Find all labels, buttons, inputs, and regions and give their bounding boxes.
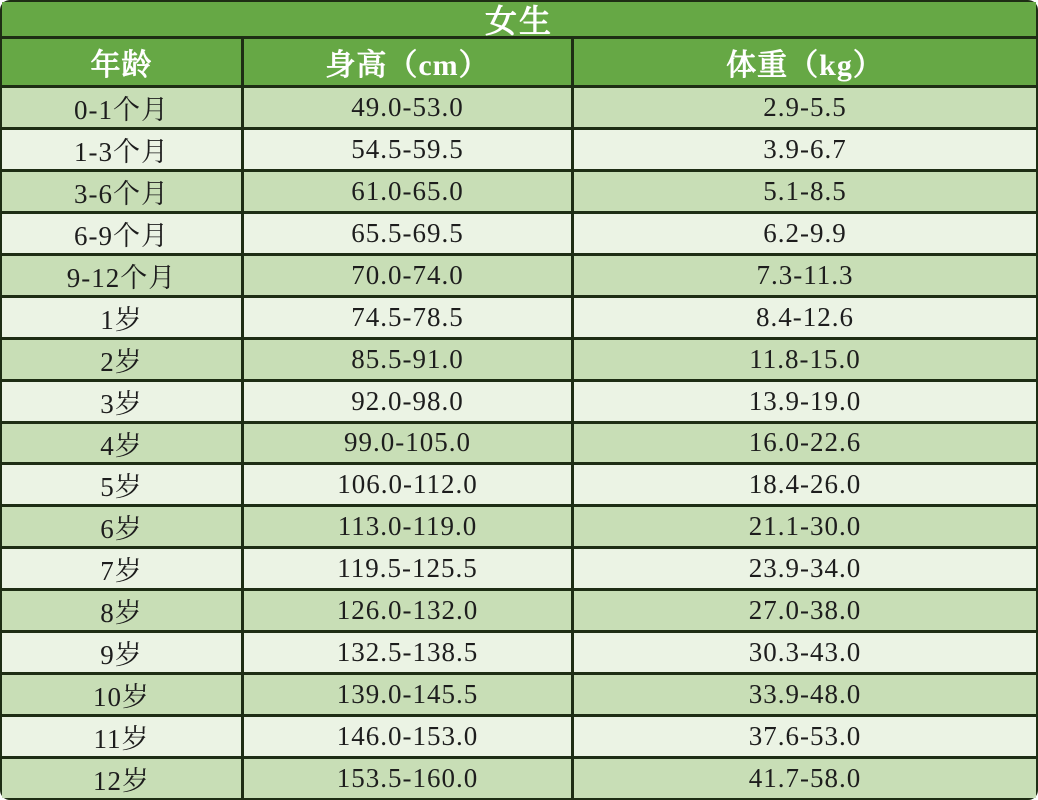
height-cell: 119.5-125.5	[244, 549, 571, 588]
age-cell: 2岁	[2, 340, 241, 379]
age-cell: 1岁	[2, 298, 241, 337]
age-cell: 1-3个月	[2, 130, 241, 169]
weight-cell: 16.0-22.6	[574, 424, 1036, 463]
age-cell: 8岁	[2, 591, 241, 630]
weight-cell: 3.9-6.7	[574, 130, 1036, 169]
weight-cell: 11.8-15.0	[574, 340, 1036, 379]
weight-cell: 13.9-19.0	[574, 382, 1036, 421]
weight-cell: 30.3-43.0	[574, 633, 1036, 672]
weight-cell: 33.9-48.0	[574, 675, 1036, 714]
age-cell: 12岁	[2, 759, 241, 798]
column-header-height: 身高（cm）	[244, 39, 571, 85]
age-cell: 3-6个月	[2, 172, 241, 211]
table-title: 女生	[2, 2, 1036, 36]
height-cell: 126.0-132.0	[244, 591, 571, 630]
height-cell: 106.0-112.0	[244, 465, 571, 504]
age-cell: 0-1个月	[2, 88, 241, 127]
age-cell: 11岁	[2, 717, 241, 756]
age-cell: 7岁	[2, 549, 241, 588]
weight-cell: 2.9-5.5	[574, 88, 1036, 127]
height-cell: 70.0-74.0	[244, 256, 571, 295]
weight-cell: 27.0-38.0	[574, 591, 1036, 630]
height-cell: 49.0-53.0	[244, 88, 571, 127]
age-cell: 6岁	[2, 507, 241, 546]
height-cell: 54.5-59.5	[244, 130, 571, 169]
weight-cell: 7.3-11.3	[574, 256, 1036, 295]
weight-cell: 37.6-53.0	[574, 717, 1036, 756]
age-cell: 3岁	[2, 382, 241, 421]
column-header-age: 年龄	[2, 39, 241, 85]
weight-cell: 6.2-9.9	[574, 214, 1036, 253]
age-cell: 5岁	[2, 465, 241, 504]
height-cell: 113.0-119.0	[244, 507, 571, 546]
height-cell: 65.5-69.5	[244, 214, 571, 253]
height-cell: 146.0-153.0	[244, 717, 571, 756]
weight-cell: 21.1-30.0	[574, 507, 1036, 546]
age-cell: 4岁	[2, 424, 241, 463]
weight-cell: 41.7-58.0	[574, 759, 1036, 798]
height-cell: 139.0-145.5	[244, 675, 571, 714]
height-cell: 85.5-91.0	[244, 340, 571, 379]
height-cell: 74.5-78.5	[244, 298, 571, 337]
weight-cell: 8.4-12.6	[574, 298, 1036, 337]
height-cell: 61.0-65.0	[244, 172, 571, 211]
height-cell: 153.5-160.0	[244, 759, 571, 798]
height-cell: 99.0-105.0	[244, 424, 571, 463]
height-cell: 92.0-98.0	[244, 382, 571, 421]
height-cell: 132.5-138.5	[244, 633, 571, 672]
age-cell: 9-12个月	[2, 256, 241, 295]
column-header-weight: 体重（kg）	[574, 39, 1036, 85]
age-cell: 9岁	[2, 633, 241, 672]
weight-cell: 18.4-26.0	[574, 465, 1036, 504]
weight-cell: 23.9-34.0	[574, 549, 1036, 588]
age-cell: 10岁	[2, 675, 241, 714]
weight-cell: 5.1-8.5	[574, 172, 1036, 211]
age-cell: 6-9个月	[2, 214, 241, 253]
